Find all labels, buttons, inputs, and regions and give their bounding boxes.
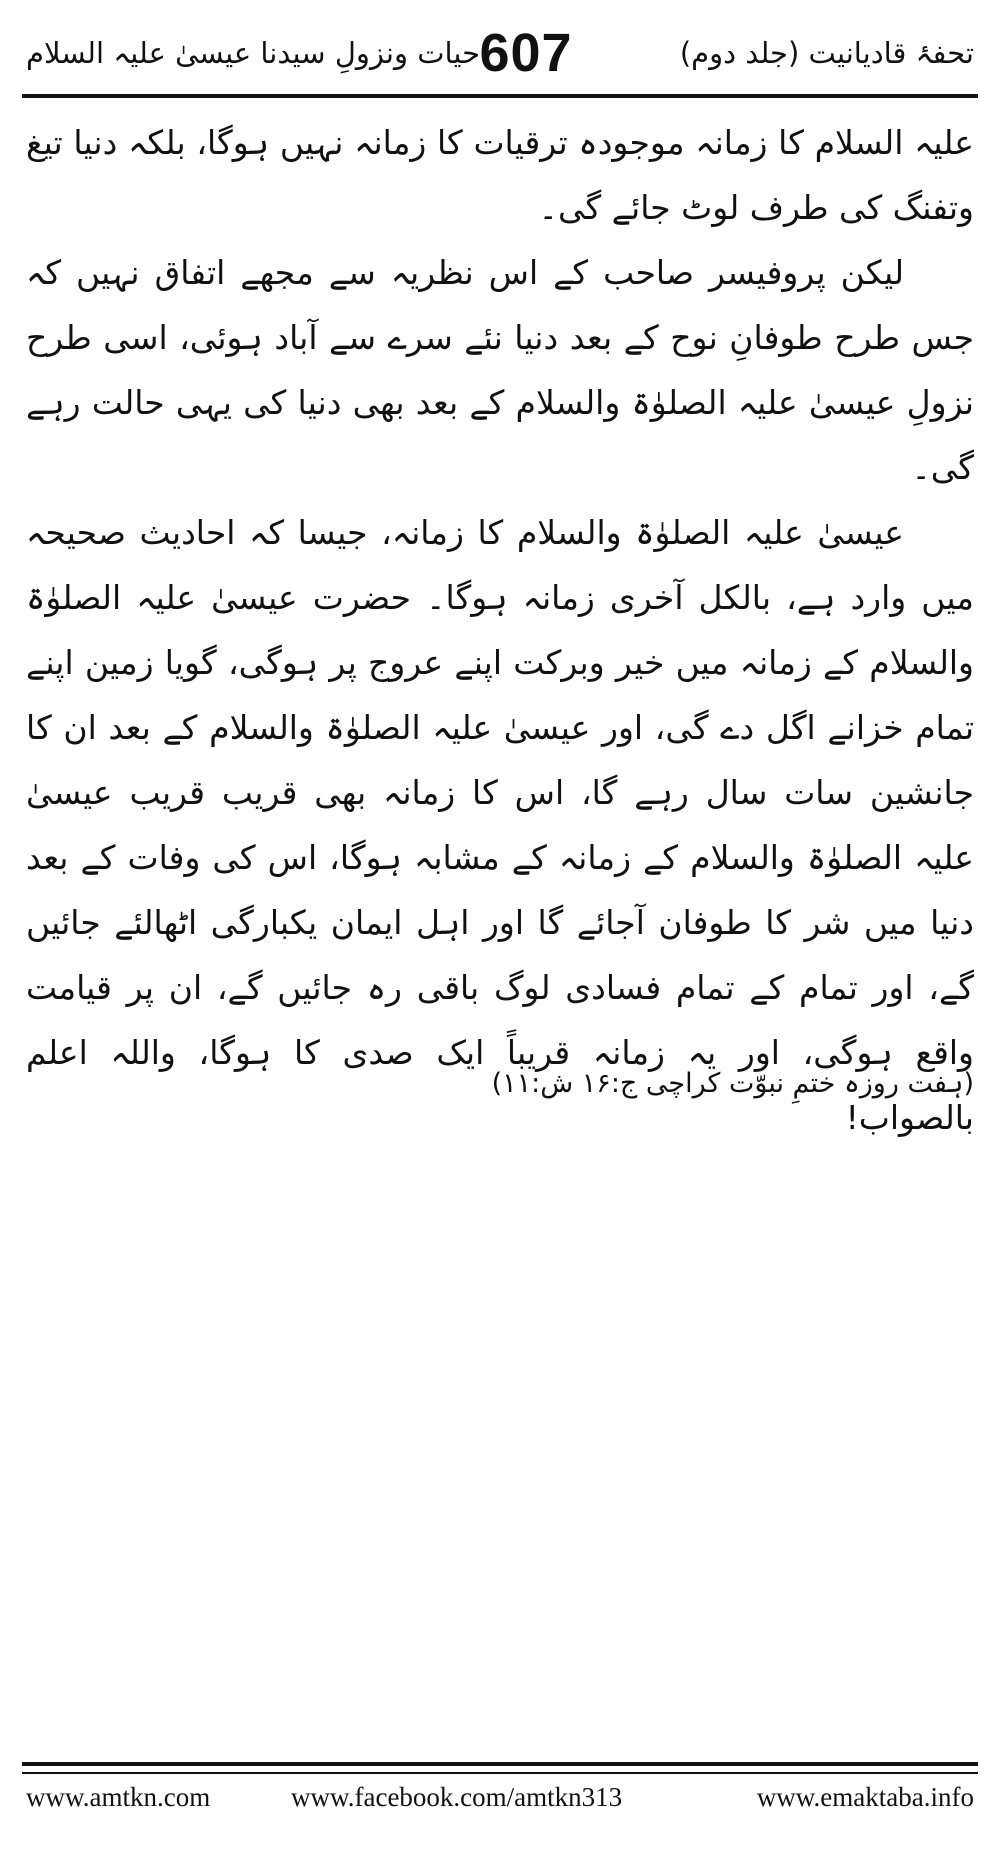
footer-link-amtkn[interactable]: www.amtkn.com xyxy=(26,1782,211,1812)
page-number: 607 xyxy=(479,23,573,83)
footer-divider-thin xyxy=(22,1772,978,1774)
chapter-title: حیات ونزولِ سیدنا عیسیٰ علیہ السلام xyxy=(26,36,481,70)
footer-divider-thick xyxy=(22,1762,978,1766)
page-footer xyxy=(26,1782,974,1822)
page-body xyxy=(26,110,974,1150)
paragraph: علیہ السلام کا زمانہ موجودہ ترقیات کا زمانہ نہیں ہوگا، بلکہ دنیا تیغ وتفنگ کی طرف لوٹ جائے گی۔ xyxy=(26,123,974,227)
footer-link-emaktaba[interactable]: www.emaktaba.info xyxy=(756,1782,974,1812)
paragraph: عیسیٰ علیہ الصلوٰۃ والسلام کا زمانہ، جیسا کہ احادیث صحیحہ میں وارد ہے، بالکل آخری زمانہ ہوگا۔ حضرت عیسیٰ علیہ الصلوٰۃ والسلام کے زمانہ میں خیر وبرکت اپنے عروج پر ہوگی، گویا زمین اپنے تمام خزانے اگل دے گی، اور عیسیٰ علیہ الصلوٰۃ والسلام کے بعد ان کا جانشین سات سال رہے گا، اس کا زمانہ بھی قریب قریب عیسیٰ علیہ الصلوٰۃ والسلام کے زمانہ کے مشابہ ہوگا، اس کی وفات کے بعد دنیا میں شر کا طوفان آجائے گا اور اہل ایمان یکبارگی اٹھالئے جائیں گے، اور تمام کے تمام فسادی لوگ باقی رہ جائیں گے، ان پر قیامت واقع ہوگی، اور یہ زمانہ قریباً ایک صدی کا ہوگا، واللہ اعلم بالصواب! xyxy=(26,513,974,1137)
paragraph: لیکن پروفیسر صاحب کے اس نظریہ سے مجھے اتفاق نہیں کہ جس طرح طوفانِ نوح کے بعد دنیا نئے سرے سے آباد ہوئی، اسی طرح نزولِ عیسیٰ علیہ الصلوٰۃ والسلام کے بعد بھی دنیا کی یہی حالت رہے گی۔ xyxy=(26,253,974,487)
header-divider xyxy=(22,94,978,98)
footer-link-facebook[interactable]: www.facebook.com/amtkn313 xyxy=(291,1782,623,1812)
page-header xyxy=(26,18,974,96)
book-title: تحفۂ قادیانیت (جلد دوم) xyxy=(679,36,974,70)
source-reference: (ہفت روزہ ختمِ نبوّت کراچی ج:۱۶ ش:۱۱) xyxy=(491,1068,974,1099)
